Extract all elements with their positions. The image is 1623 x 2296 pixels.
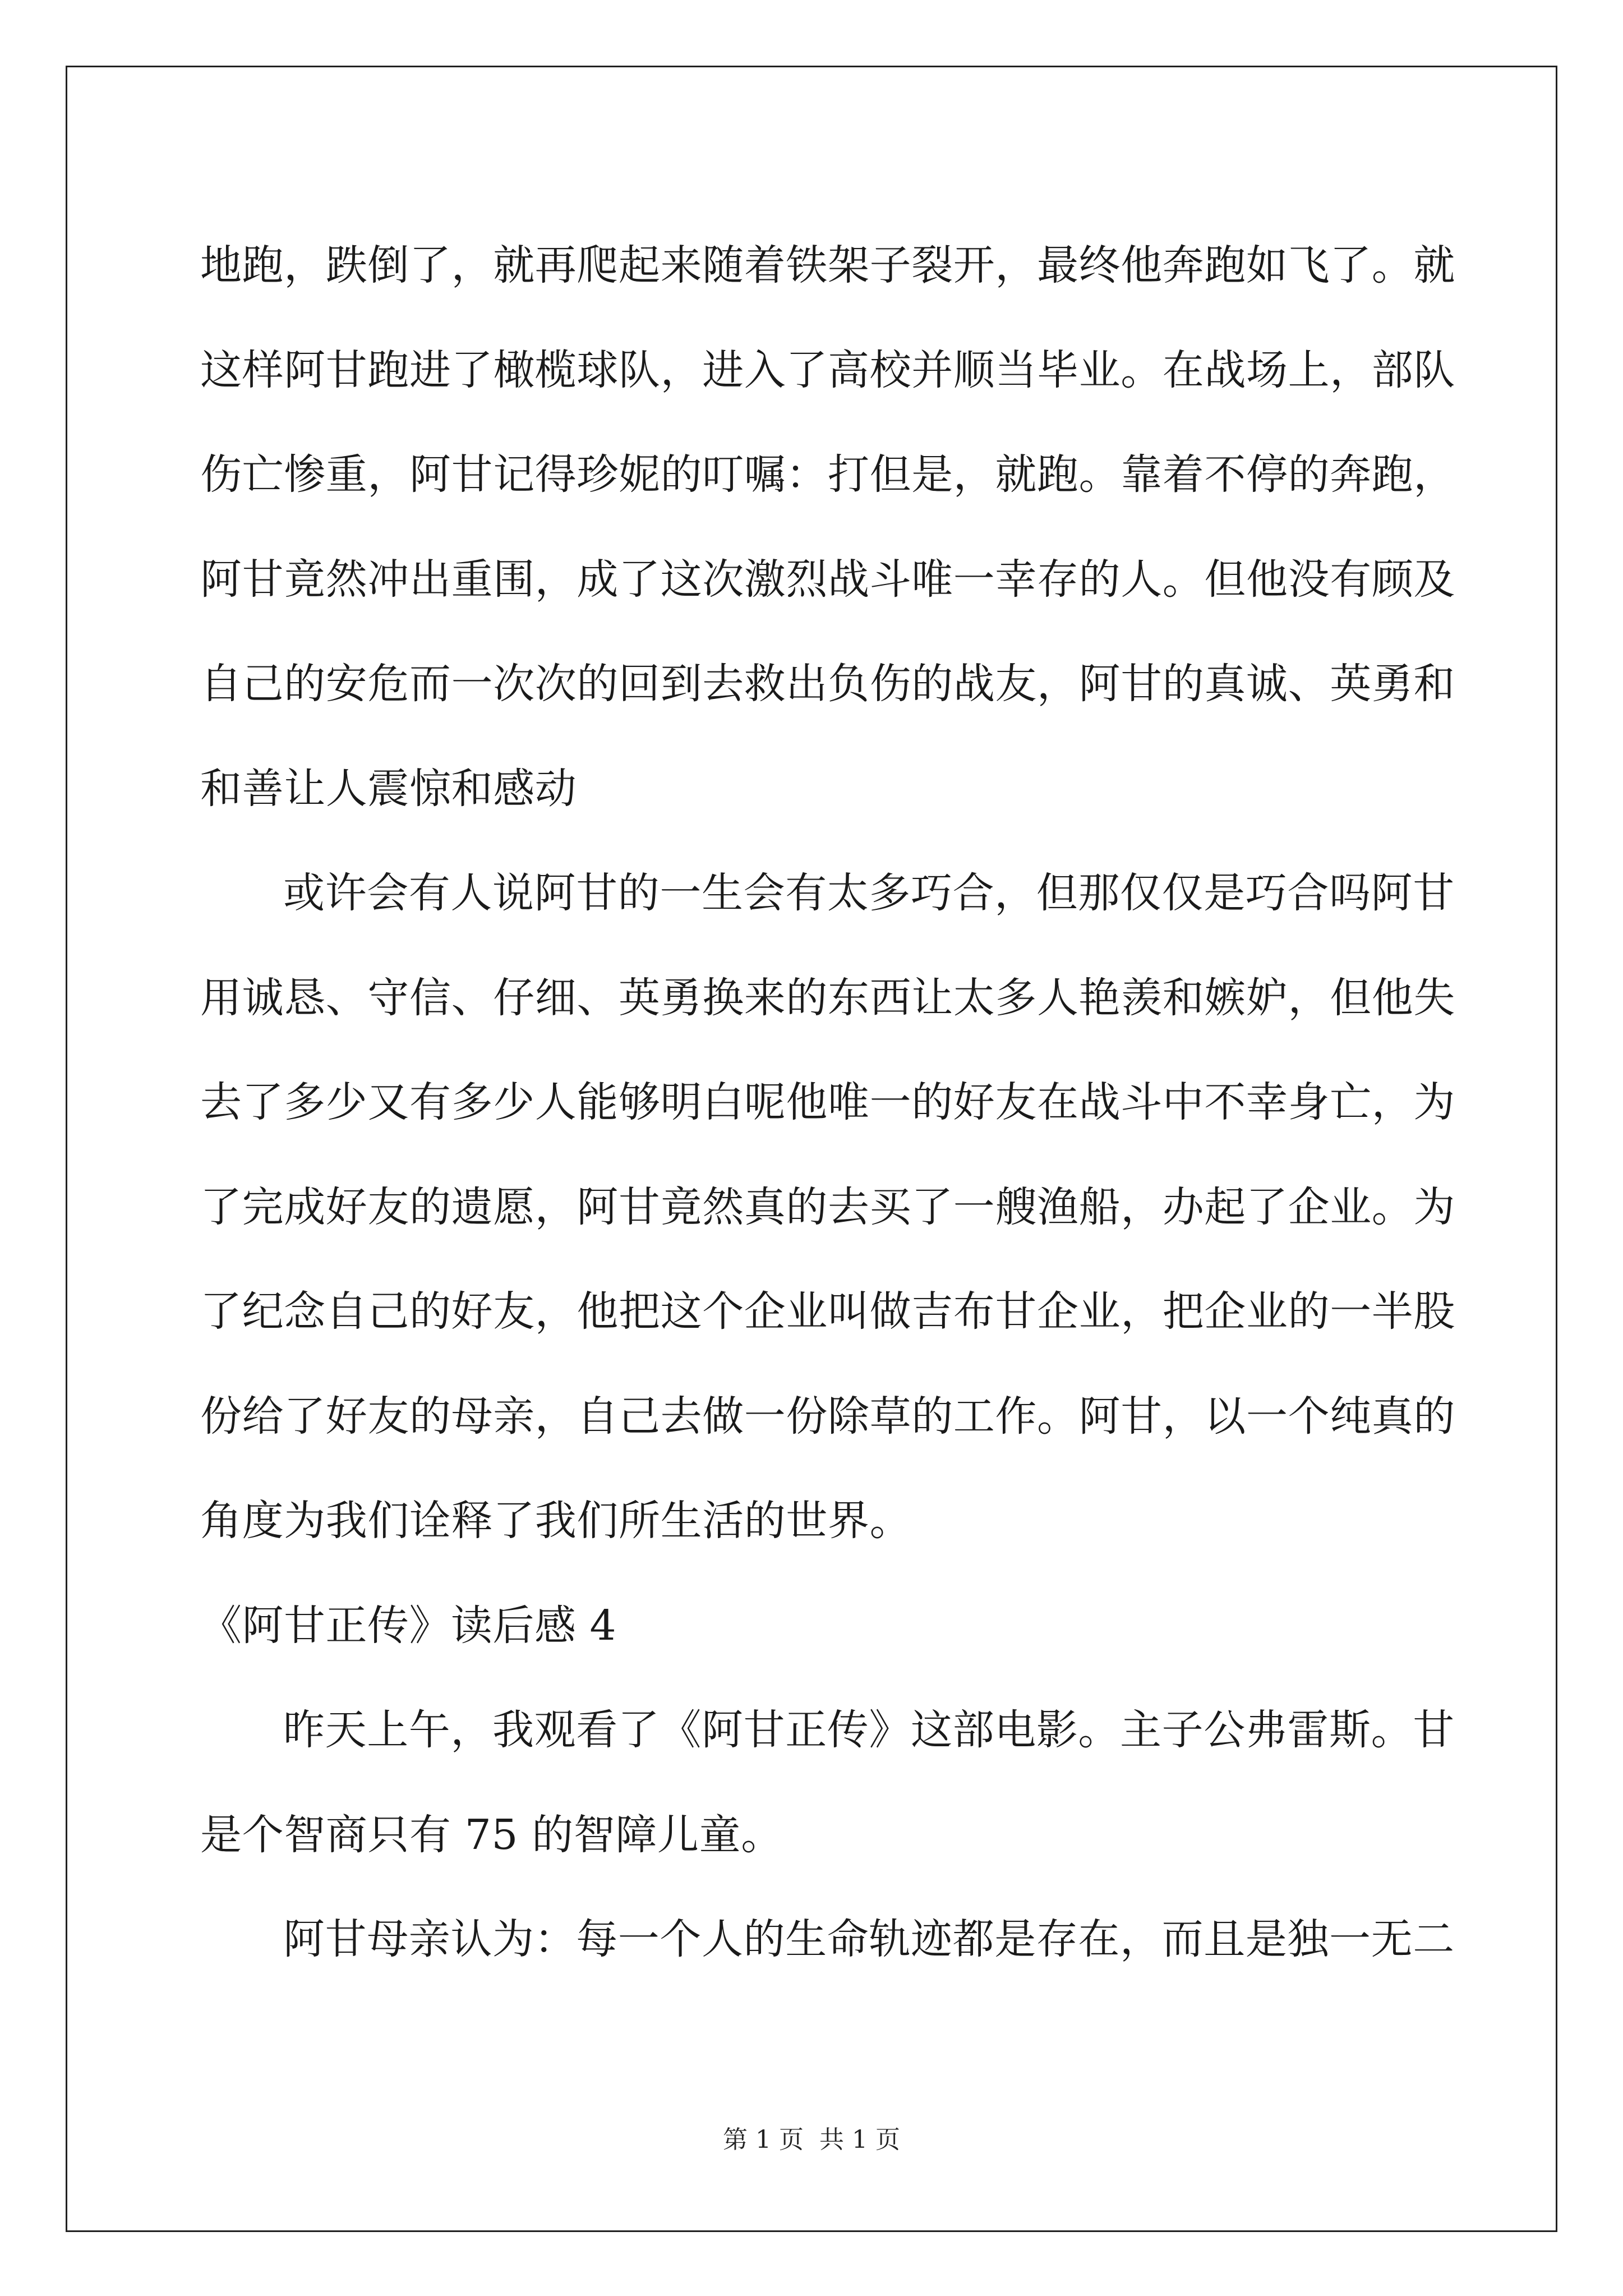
paragraph-1 xyxy=(200,213,1455,841)
paragraph-3 xyxy=(200,1678,1455,1887)
text-line: 伤亡惨重，阿甘记得珍妮的叮嘱：打但是，就跑。靠着不停的奔跑， xyxy=(200,450,1455,499)
text-line: 阿甘竟然冲出重围，成了这次激烈战斗唯一幸存的人。但他没有顾及 xyxy=(200,555,1455,604)
text-line: 或许会有人说阿甘的一生会有太多巧合，但那仅仅是巧合吗阿甘 xyxy=(283,869,1455,917)
page-footer xyxy=(0,2119,1623,2155)
paragraph-4 xyxy=(200,1887,1455,1992)
section-heading xyxy=(200,1573,1428,1678)
heading-text: 《阿甘正传》读后感 4 xyxy=(200,1601,617,1650)
text-line: 份给了好友的母亲，自己去做一份除草的工作。阿甘，以一个纯真的 xyxy=(200,1392,1455,1441)
text-line: 地跑，跌倒了，就再爬起来随着铁架子裂开，最终他奔跑如飞了。就 xyxy=(200,241,1455,289)
text-line: 阿甘母亲认为：每一个人的生命轨迹都是存在，而且是独一无二 xyxy=(283,1915,1455,1963)
text-line: 用诚恳、守信、仔细、英勇换来的东西让太多人艳羡和嫉妒，但他失 xyxy=(200,973,1455,1022)
text-line: 这样阿甘跑进了橄榄球队，进入了高校并顺当毕业。在战场上，部队 xyxy=(200,346,1455,394)
text-line: 昨天上午，我观看了《阿甘正传》这部电影。主子公弗雷斯。甘 xyxy=(283,1706,1455,1754)
paragraph-2 xyxy=(200,841,1455,1573)
text-line: 去了多少又有多少人能够明白呢他唯一的好友在战斗中不幸身亡，为 xyxy=(200,1078,1455,1126)
text-line: 了完成好友的遗愿，阿甘竟然真的去买了一艘渔船，办起了企业。为 xyxy=(200,1182,1455,1231)
document-body xyxy=(200,213,1455,1992)
text-line: 和善让人震惊和感动 xyxy=(200,764,577,813)
text-line: 自己的安危而一次次的回到去救出负伤的战友，阿甘的真诚、英勇和 xyxy=(200,660,1455,708)
page-total: 共 1 页 xyxy=(819,2125,900,2154)
page-number: 第 1 页 xyxy=(723,2125,804,2154)
text-line: 是个智商只有 75 的智障儿童。 xyxy=(200,1810,783,1859)
text-line: 角度为我们诠释了我们所生活的世界。 xyxy=(200,1497,912,1545)
text-line: 了纪念自己的好友，他把这个企业叫做吉布甘企业，把企业的一半股 xyxy=(200,1287,1455,1336)
